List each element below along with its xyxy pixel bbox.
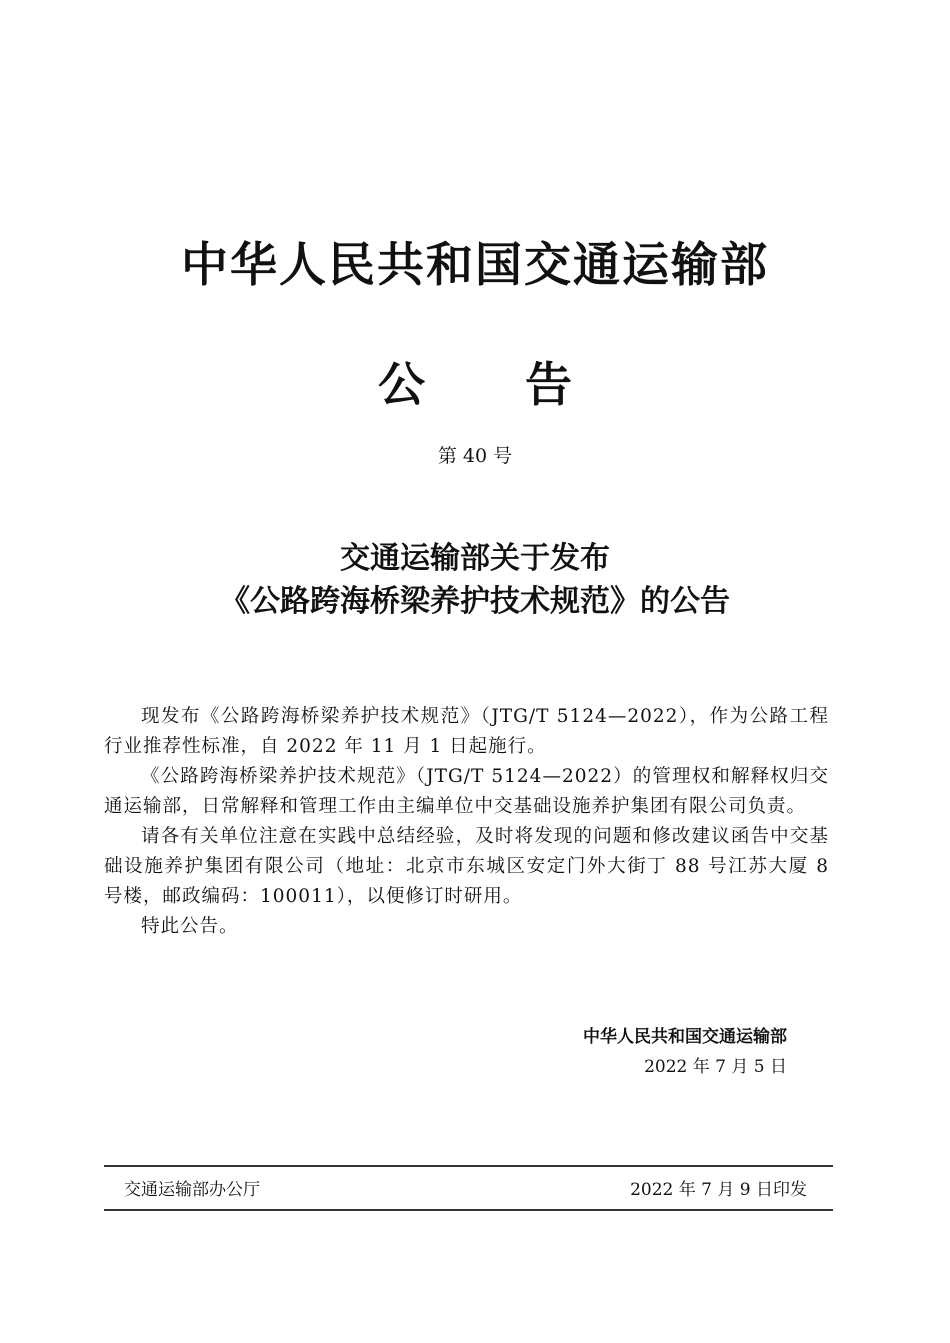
announcement-heading: 公告 — [378, 358, 672, 413]
footer-top-rule — [104, 1165, 833, 1167]
ministry-title: 中华人民共和国交通运输部 — [181, 238, 769, 293]
body-paragraph: 现发布《公路跨海桥梁养护技术规范》（JTG/T 5124—2022），作为公路工程行业推荐性标准，自 2022 年 11 月 1 日起施行。 — [104, 706, 829, 757]
body-paragraph: 请各有关单位注意在实践中总结经验，及时将发现的问题和修改建议函告中交基础设施养护集团有限公司（地址：北京市东城区安定门外大街丁 88 号江苏大厦 8 号楼，邮政编码：100011），以便修订时研用。 — [104, 826, 829, 907]
footer-office: 交通运输部办公厅 — [124, 1180, 260, 1200]
subject-line-2: 《公路跨海桥梁养护技术规范》的公告 — [220, 584, 730, 619]
footer-issue-date: 2022 年 7 月 9 日印发 — [630, 1180, 807, 1200]
body-paragraph: 特此公告。 — [141, 916, 239, 937]
body-paragraph: 《公路跨海桥梁养护技术规范》（JTG/T 5124—2022）的管理权和解释权归交通运输部，日常解释和管理工作由主编单位中交基础设施养护集团有限公司负责。 — [104, 766, 829, 817]
subject-line-1: 交通运输部关于发布 — [340, 541, 610, 576]
announcement-body — [104, 702, 829, 942]
signature-date: 2022 年 7 月 5 日 — [644, 1057, 787, 1077]
footer-bottom-rule — [104, 1209, 833, 1211]
signature-organization: 中华人民共和国交通运输部 — [583, 1027, 787, 1047]
notice-number: 第 40 号 — [437, 445, 513, 467]
